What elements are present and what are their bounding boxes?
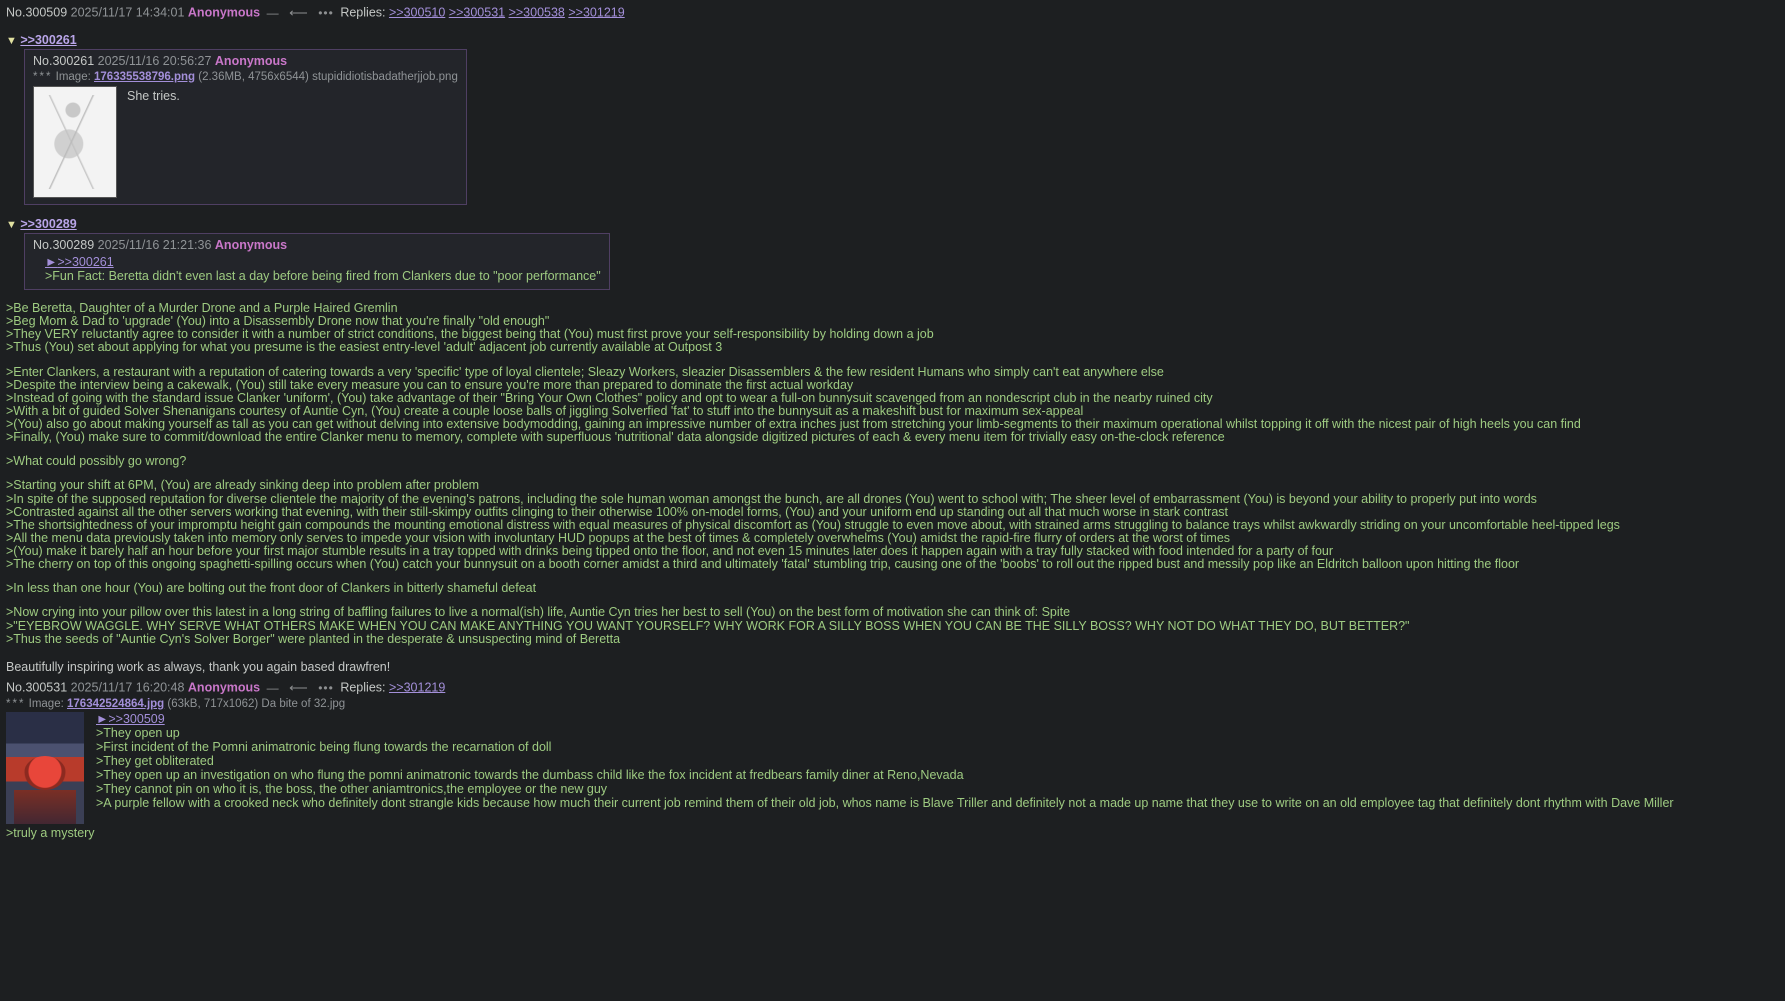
backlink-link[interactable]: >>300261 bbox=[20, 33, 77, 47]
greentext-line: >The cherry on top of this ongoing spaghetti-spilling occurs when (You) catch your bunnysuit on a booth corner amidst a third and ultimately 'fatal' stumbling trip, causing one of the 'boobs' to roll out the ripped bust and messily pop like an Eldritch balloon upon hitting the floor bbox=[6, 557, 1520, 572]
blank-line bbox=[6, 355, 1779, 366]
file-label: Image: bbox=[55, 71, 91, 83]
greentext-line: >Starting your shift at 6PM, (You) are already sinking deep into problem after problem bbox=[6, 478, 480, 493]
post-header bbox=[6, 680, 1779, 696]
reply-link[interactable]: >>301219 bbox=[388, 680, 446, 695]
backlink-row bbox=[6, 33, 1779, 47]
triangle-down-icon[interactable]: ▼ bbox=[6, 35, 17, 47]
file-original-name: stupididiotisbadatherjjob.png bbox=[312, 71, 458, 83]
post-number: No.300289 bbox=[33, 238, 95, 252]
greentext-line: >First incident of the Pomni animatronic being flung towards the recarnation of doll bbox=[96, 739, 552, 754]
replies-label: Replies: bbox=[340, 5, 386, 20]
greentext-line: >Instead of going with the standard issue Clanker 'uniform', (You) take advantage of their "Bring Your Own Clothes" policy and opt to wear a full-on bunnysuit scavenged from an nondescript club in the nearby ruined city bbox=[6, 390, 1213, 405]
greentext-line: >truly a mystery bbox=[6, 825, 95, 840]
post-closing-text: Beautifully inspiring work as always, thank you again based drawfren! bbox=[6, 659, 391, 674]
post-date: 2025/11/16 20:56:27 bbox=[97, 54, 212, 68]
greentext-line: >Enter Clankers, a restaurant with a reputation of catering towards a very 'specific' type of loyal clientele; Sleazy Workers, sleazier Disassemblers & the few resident Humans who simply can't eat anywhere else bbox=[6, 364, 1164, 379]
greentext-line: >Finally, (You) make sure to commit/download the entire Clanker menu to memory, complete with superfluous 'nutritional' data alongside digitized pictures of each & every menu item for trivially easy on-the-clock reference bbox=[6, 430, 1225, 445]
reply-link[interactable]: >>300531 bbox=[448, 5, 506, 20]
backlink-link[interactable]: >>300289 bbox=[20, 217, 77, 231]
reply-link[interactable]: >>300510 bbox=[388, 5, 446, 20]
greentext-line: >What could possibly go wrong? bbox=[6, 454, 187, 469]
post-image-thumbnail[interactable] bbox=[6, 712, 84, 824]
greentext-line: >Beg Mom & Dad to 'upgrade' (You) into a Disassembly Drone now that you're finally "old enough" bbox=[6, 314, 550, 329]
greentext-line: >(You) make it barely half an hour before your first major stumble results in a tray topped with drinks being tipped onto the floor, and not even 15 minutes later does it happen again with a tray fully stacked with food intended for a party of four bbox=[6, 544, 1334, 558]
post-body bbox=[6, 302, 1779, 646]
reply-arrow-icon[interactable]: ⟵ bbox=[289, 679, 309, 695]
greentext-line: >(You) also go about making yourself as tall as you can get without delving into extensive bodymodding, gaining an impressive number of extra inches just from stretching your limb-segments to their maximum operational whilst topping it off with the nicest pair of high heels you can find bbox=[6, 417, 1581, 431]
quoted-post-header bbox=[33, 238, 601, 252]
quote-arrow-icon: ► bbox=[45, 255, 58, 269]
post-content bbox=[33, 86, 458, 198]
quote-arrow-icon: ► bbox=[96, 711, 109, 726]
post-content bbox=[6, 712, 1779, 824]
greentext-line: >Contrasted against all the other servers working that evening, with their still-skimpy outfits clinging to their otherwise 100% on-model forms, (You) and your uniform end up standing out all that much worse in stark contrast bbox=[6, 504, 1229, 519]
greentext-line: >With a bit of guided Solver Shenanigans courtesy of Auntie Cyn, (You) create a couple loose balls of jiggling Solverfied 'fat' to stuff into the bunnysuit as a makeshift bust for maximum sex-appeal bbox=[6, 403, 1084, 418]
file-stars-icon: *** bbox=[33, 71, 53, 83]
greentext-line: >Despite the interview being a cakewalk, (You) still take every measure you can to ensure you're more than prepared to dominate the first actual workday bbox=[6, 377, 854, 392]
file-stars-icon: *** bbox=[6, 697, 26, 710]
post-date: 2025/11/17 16:20:48 bbox=[70, 680, 185, 695]
greentext-line: >In spite of the supposed reputation for diverse clientele the majority of the evening's patrons, including the sole human woman amongst the bunch, are all drones (You) went to school with; The sheer level of embarrassment (You) is beyond your ability to properly put into words bbox=[6, 491, 1537, 506]
triangle-down-icon[interactable]: ▼ bbox=[6, 219, 17, 231]
more-options-icon[interactable]: ••• bbox=[318, 680, 334, 695]
reply-link[interactable]: >>300538 bbox=[508, 5, 565, 20]
more-options-icon[interactable]: ••• bbox=[318, 6, 334, 20]
post-author: Anonymous bbox=[187, 5, 261, 20]
post-text: She tries. bbox=[127, 89, 180, 103]
greentext-line: >In less than one hour (You) are bolting out the front door of Clankers in bitterly shameful defeat bbox=[6, 581, 537, 596]
quote-reference bbox=[96, 712, 1779, 726]
greentext-line: >The shortsightedness of your impromptu height gain compounds the mounting emotional distress with equal measures of physical discomfort as (You) struggle to even move about, with strained arms struggling to balance trays whilst awkwardly striding on your uncomfortable heel-tipped legs bbox=[6, 517, 1620, 532]
blank-line bbox=[6, 444, 1779, 455]
greentext-line: >All the menu data previously taken into memory only serves to impede your vision with involuntary HUD popups at the best of times & completely overwhelms (You) amidst the rapid-fire flurry of orders at the worst of times bbox=[6, 530, 1231, 545]
post-author: Anonymous bbox=[187, 680, 261, 695]
reply-link[interactable]: >>301219 bbox=[568, 5, 625, 20]
greentext-line: >They open up bbox=[96, 725, 180, 740]
greentext-line: >Now crying into your pillow over this latest in a long string of baffling failures to live a normal(ish) life, Auntie Cyn tries her best to sell (You) on the best form of motivation she can think of: Spite bbox=[6, 605, 1071, 620]
quote-link[interactable]: >>300509 bbox=[108, 711, 165, 726]
file-meta: (63kB, 717x1062) bbox=[167, 697, 259, 710]
file-name-link[interactable]: 176335538796.png bbox=[94, 71, 196, 83]
post-header bbox=[6, 5, 1779, 21]
post-body bbox=[96, 712, 1779, 824]
post-number: No.300531 bbox=[6, 680, 68, 695]
file-info bbox=[6, 698, 1779, 710]
greentext-line: >They open up an investigation on who flung the pomni animatronic towards the dumbass child like the fox incident at fredbears family diner at Reno,Nevada bbox=[96, 767, 964, 782]
greentext-line: >Fun Fact: Beretta didn't even last a day before being fired from Clankers due to "poor performance" bbox=[45, 269, 601, 283]
file-original-name: Da bite of 32.jpg bbox=[261, 697, 346, 710]
replies-label: Replies: bbox=[340, 680, 386, 695]
greentext-line: >They VERY reluctantly agree to consider it with a number of strict conditions, the biggest being that (You) must first prove your self-responsibility by holding down a job bbox=[6, 327, 934, 342]
post-date: 2025/11/16 21:21:36 bbox=[97, 238, 212, 252]
collapse-icon[interactable]: — bbox=[266, 680, 280, 695]
greentext-line: >A purple fellow with a crooked neck who definitely dont strangle kids because how much their current job remind them of their old job, whos name is Blave Triller and definitely not a made up name that they use to write on an old employee tag that definitely dont rhythm with Dave Miller bbox=[96, 795, 1674, 810]
backlink-row bbox=[6, 217, 1779, 231]
quote-reference bbox=[45, 255, 601, 269]
post-author: Anonymous bbox=[214, 54, 288, 68]
quoted-post bbox=[24, 49, 467, 205]
post-date: 2025/11/17 14:34:01 bbox=[70, 5, 185, 20]
greentext-line: >"EYEBROW WAGGLE. WHY SERVE WHAT OTHERS MAKE WHEN YOU CAN MAKE ANYTHING YOU WANT YOURSELF? WHY WORK FOR A SILLY BOSS WHEN YOU CAN BE THE SILLY BOSS? WHY NOT DO WHAT THEY DO, BUT BETTER?" bbox=[6, 618, 1410, 633]
reply-arrow-icon[interactable]: ⟵ bbox=[289, 5, 309, 20]
file-meta: (2.36MB, 4756x6544) bbox=[198, 71, 309, 83]
post-number: No.300509 bbox=[6, 5, 68, 20]
post-number: No.300261 bbox=[33, 54, 95, 68]
greentext-line: >Thus (You) set about applying for what you presume is the easiest entry-level 'adult' adjacent job currently available at Outpost 3 bbox=[6, 340, 723, 355]
greentext-line: >Thus the seeds of "Auntie Cyn's Solver Borger" were planted in the desperate & unsuspecting mind of Beretta bbox=[6, 631, 621, 646]
post-author: Anonymous bbox=[214, 238, 288, 252]
greentext-line: >They cannot pin on who it is, the boss, the other aniamtronics,the employee or the new guy bbox=[96, 781, 608, 796]
file-label: Image: bbox=[28, 697, 64, 710]
file-name-link[interactable]: 176342524864.jpg bbox=[67, 697, 165, 710]
quoted-post bbox=[24, 233, 610, 290]
quoted-post-header bbox=[33, 54, 458, 68]
greentext-line: >They get obliterated bbox=[96, 753, 214, 768]
post-image-thumbnail[interactable] bbox=[33, 86, 117, 198]
collapse-icon[interactable]: — bbox=[266, 6, 280, 20]
quote-link[interactable]: >>300261 bbox=[57, 255, 114, 269]
greentext-line: >Be Beretta, Daughter of a Murder Drone and a Purple Haired Gremlin bbox=[6, 301, 398, 315]
file-info bbox=[33, 71, 458, 83]
